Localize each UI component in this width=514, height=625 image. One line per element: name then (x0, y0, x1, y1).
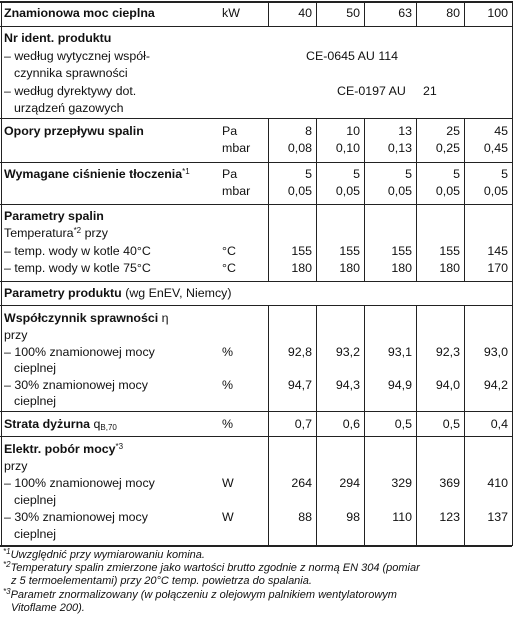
table-cell: 0,5 (394, 417, 412, 431)
table-cell: 145 (487, 244, 508, 258)
footnotes (3, 549, 511, 615)
power-row-label: – 30% znamionowej mocy (4, 510, 148, 524)
table-cell: 0,05 (287, 184, 312, 198)
header-value: 63 (398, 6, 412, 20)
table-cell: 410 (487, 476, 508, 490)
table-bottom-border (0, 545, 512, 547)
ident-line: – według wytycznej współ- (4, 49, 150, 63)
table-top-border (0, 1, 512, 3)
table-cell: 0,05 (483, 184, 508, 198)
table-cell: 10 (346, 124, 360, 138)
table-cell: 13 (398, 124, 412, 138)
table-cell: 5 (501, 167, 508, 181)
table-cell: 92,8 (287, 345, 312, 359)
standby-symbol: q (90, 417, 101, 431)
table-cell: 0,5 (442, 417, 460, 431)
table-cell: 137 (487, 510, 508, 524)
ident-value: CE-0645 AU 114 (306, 49, 399, 63)
table-cell: 294 (339, 476, 360, 490)
row-divider (0, 411, 512, 412)
footnote (3, 562, 511, 575)
table-cell: 170 (487, 261, 508, 275)
power-unit: W (222, 510, 234, 524)
table-cell: 45 (494, 124, 508, 138)
header-value: 50 (346, 6, 360, 20)
table-cell: 329 (391, 476, 412, 490)
pressure-unit: Pa (222, 167, 238, 181)
standby-title: Strata dyżurna (4, 417, 91, 431)
efficiency-row-label: cieplnej (14, 394, 57, 408)
power-row-label: cieplnej (14, 493, 57, 507)
table-right-border (512, 1, 513, 546)
power-row-label: – 100% znamionowej mocy (4, 476, 155, 490)
header-label: Znamionowa moc cieplna (4, 6, 155, 20)
footnote (3, 549, 511, 562)
pressure-label-wrap (4, 167, 190, 182)
flue-row-label: – temp. wody w kotle 40°C (4, 244, 151, 258)
table-cell: 0,25 (435, 141, 460, 155)
table-cell: 5 (353, 167, 360, 181)
footnote-marker: *3 (3, 586, 11, 596)
table-cell: 94,2 (483, 378, 508, 392)
ident-line: urządzeń gazowych (14, 101, 124, 115)
efficiency-row-label: – 100% znamionowej mocy (4, 345, 155, 359)
standby-header (4, 417, 117, 432)
footnote-text: Temperatury spalin zmierzone jako wartości brutto zgodnie z normą EN 304 (pomiar (10, 562, 420, 575)
table-cell: 94,0 (435, 378, 460, 392)
footnote-marker: *2 (3, 560, 11, 570)
efficiency-unit: % (222, 378, 234, 392)
flue-unit: °C (222, 244, 236, 258)
table-cell: 123 (439, 510, 460, 524)
efficiency-row-label: cieplnej (14, 361, 57, 375)
table-cell: 180 (439, 261, 460, 275)
flue-subtitle-text: przy (81, 226, 108, 240)
product-suffix: (wg EnEV, Niemcy) (121, 286, 232, 300)
footnote-ref: *3 (115, 442, 124, 451)
flue-title: Parametry spalin (4, 209, 104, 223)
footnote-text: Uwzględnić przy wymiarowaniu komina. (10, 549, 205, 561)
efficiency-row-label: – 30% znamionowej mocy (4, 378, 148, 392)
row-divider (0, 305, 512, 306)
ident-value: 21 (423, 84, 437, 98)
table-cell: 110 (392, 510, 412, 524)
table-cell: 155 (439, 244, 460, 258)
table-cell: 5 (305, 167, 312, 181)
table-cell: 93,0 (483, 345, 508, 359)
standby-unit: % (222, 417, 234, 431)
ident-line: – według dyrektywy dot. (4, 84, 137, 98)
efficiency-przy: przy (4, 328, 28, 342)
resistance-unit: mbar (222, 141, 251, 155)
table-cell: 155 (339, 244, 360, 258)
efficiency-title: Współczynnik sprawności (4, 311, 159, 325)
table-left-border (1, 1, 2, 546)
footnote (3, 586, 511, 602)
resistance-unit: Pa (222, 124, 238, 138)
power-row-label: cieplnej (14, 527, 57, 541)
footnote-continuation: z 5 termoelementami) przy 20°C temp. powietrza do spalania. (11, 575, 312, 588)
pressure-unit: mbar (222, 184, 251, 198)
table-cell: 8 (305, 124, 312, 138)
table-cell: 98 (346, 510, 360, 524)
efficiency-unit: % (222, 345, 234, 359)
power-unit: W (222, 476, 234, 490)
product-title: Parametry produktu (4, 286, 122, 300)
table-cell: 88 (298, 510, 312, 524)
table-cell: 155 (291, 244, 312, 258)
table-cell: 5 (453, 167, 460, 181)
table-cell: 0,05 (387, 184, 412, 198)
table-cell: 0,4 (490, 417, 508, 431)
footnote-ref: *2 (73, 226, 82, 235)
flue-unit: °C (222, 261, 236, 275)
resistance-label: Opory przepływu spalin (4, 124, 144, 138)
row-divider (0, 436, 512, 437)
table-cell: 0,45 (483, 141, 508, 155)
table-cell: 93,2 (335, 345, 360, 359)
eta-symbol: η (158, 311, 169, 325)
table-cell: 5 (405, 167, 412, 181)
table-cell: 180 (391, 261, 412, 275)
table-cell: 25 (446, 124, 460, 138)
table-cell: 94,7 (287, 378, 312, 392)
table-cell: 92,3 (435, 345, 460, 359)
power-przy: przy (4, 459, 28, 473)
row-divider (0, 281, 512, 282)
table-cell: 94,3 (335, 378, 360, 392)
header-value: 100 (487, 6, 508, 20)
header-value: 80 (446, 6, 460, 20)
row-divider (0, 26, 512, 27)
table-cell: 0,7 (294, 417, 312, 431)
ident-line: czynnika sprawności (14, 66, 128, 80)
row-divider (0, 162, 512, 163)
table-cell: 94,9 (387, 378, 412, 392)
table-cell: 0,08 (287, 141, 312, 155)
table-cell: 155 (391, 244, 412, 258)
footnote-ref: *1 (182, 167, 190, 176)
flue-subtitle (4, 226, 108, 241)
pressure-label: Wymagane ciśnienie tłoczenia (4, 167, 183, 181)
table-cell: 93,1 (387, 345, 412, 359)
table-cell: 264 (291, 476, 312, 490)
table-cell: 180 (291, 261, 312, 275)
footnote-text: Parametr znormalizowany (w połączeniu z olejowym palnikiem wentylatorowym (10, 588, 397, 601)
table-cell: 369 (439, 476, 460, 490)
table-cell: 0,05 (335, 184, 360, 198)
power-title: Elektr. pobór mocy (4, 442, 116, 456)
row-divider (0, 204, 512, 205)
table-cell: 0,6 (342, 417, 360, 431)
efficiency-header (4, 311, 169, 326)
product-section-header (4, 286, 231, 301)
table-cell: 0,10 (335, 141, 360, 155)
power-header (4, 442, 123, 457)
header-value: 40 (298, 6, 312, 20)
footnote-marker: *1 (3, 547, 11, 556)
row-divider (0, 118, 512, 119)
footnote-continuation: Vitoflame 200). (11, 601, 85, 614)
ident-title: Nr ident. produktu (4, 31, 112, 45)
flue-subtitle-text: Temperatura (4, 226, 74, 240)
standby-subscript: B,70 (100, 423, 117, 432)
table-cell: 0,05 (435, 184, 460, 198)
table-cell: 0,13 (387, 141, 412, 155)
table-cell: 180 (339, 261, 360, 275)
ident-value: CE-0197 AU (337, 84, 406, 98)
flue-row-label: – temp. wody w kotle 75°C (4, 261, 151, 275)
header-unit: kW (222, 6, 240, 20)
